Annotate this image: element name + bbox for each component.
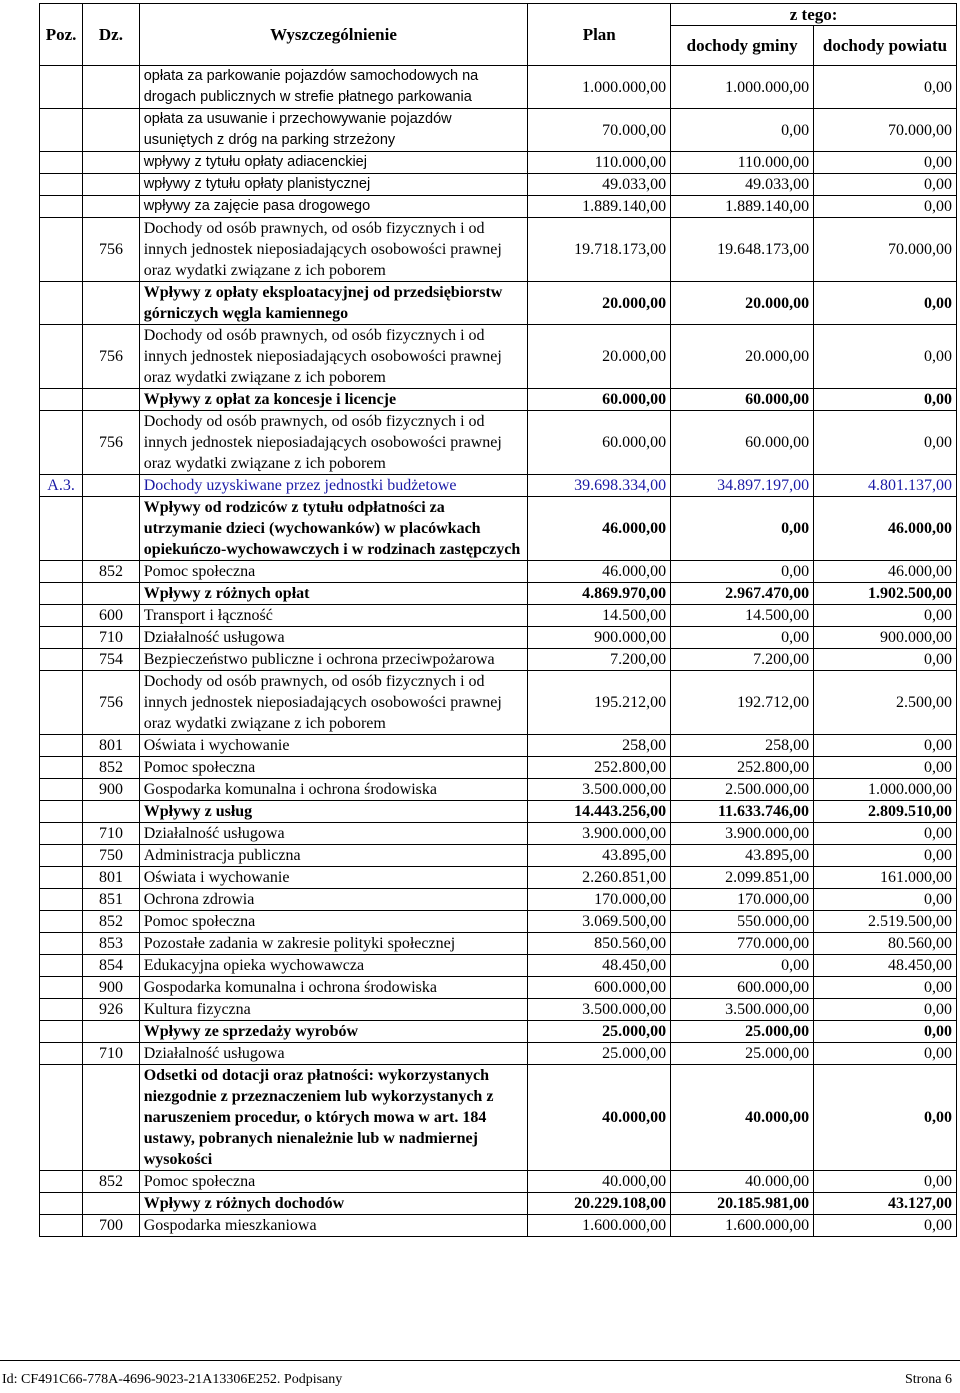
row-description: Oświata i wychowanie [139,735,528,757]
row-dochody-gminy: 60.000,00 [671,411,814,475]
row-plan: 40.000,00 [528,1171,671,1193]
row-dochody-powiatu: 80.560,00 [814,933,957,955]
header-z-tego: z tego: [671,4,957,26]
row-dochody-powiatu: 0,00 [814,66,957,109]
row-plan: 3.069.500,00 [528,911,671,933]
row-description: Wpływy ze sprzedaży wyrobów [139,1021,528,1043]
row-plan: 25.000,00 [528,1043,671,1065]
row-plan: 600.000,00 [528,977,671,999]
table-row [40,671,957,735]
row-dochody-gminy: 34.897.197,00 [671,475,814,497]
table-body [40,66,957,1237]
row-dochody-gminy: 2.967.470,00 [671,583,814,605]
row-description: Odsetki od dotacji oraz płatności: wykorzystanych niezgodnie z przeznaczeniem lub wykorzystanych z naruszeniem procedur, o których mowa w art. 184 ustawy, pobranych nienależnie lub w nadmiernej wysokości [139,1065,528,1171]
table-row [40,325,957,389]
row-description: Pomoc społeczna [139,911,528,933]
row-plan: 46.000,00 [528,561,671,583]
header-dochody-gminy: dochody gminy [671,26,814,66]
header-poz: Poz. [40,4,83,66]
row-dochody-gminy: 2.500.000,00 [671,779,814,801]
row-poz [40,389,83,411]
row-description: Pozostałe zadania w zakresie polityki społecznej [139,933,528,955]
table-row [40,583,957,605]
row-plan: 4.869.970,00 [528,583,671,605]
row-description: Wpływy z opłat za koncesje i licencje [139,389,528,411]
row-poz [40,999,83,1021]
document-id: Id: CF491C66-778A-4696-9023-21A13306E252. Podpisany [2,1372,343,1387]
row-poz [40,649,83,671]
row-dochody-gminy: 170.000,00 [671,889,814,911]
row-description: Dochody od osób prawnych, od osób fizycznych i od innych jednostek nieposiadających osobowości prawnej oraz wydatki związane z ich poborem [139,218,528,282]
row-plan: 60.000,00 [528,411,671,475]
table-row [40,649,957,671]
row-dz: 852 [83,561,140,583]
row-description: Oświata i wychowanie [139,867,528,889]
row-description: Działalność usługowa [139,1043,528,1065]
row-poz [40,497,83,561]
row-dochody-powiatu: 2.500,00 [814,671,957,735]
row-poz [40,1193,83,1215]
row-dz: 710 [83,1043,140,1065]
row-description: Wpływy z różnych dochodów [139,1193,528,1215]
row-dochody-gminy: 25.000,00 [671,1021,814,1043]
table-row [40,627,957,649]
row-plan: 850.560,00 [528,933,671,955]
row-dochody-powiatu: 0,00 [814,823,957,845]
row-description: Pomoc społeczna [139,1171,528,1193]
row-poz [40,889,83,911]
row-poz [40,1065,83,1171]
row-description: Gospodarka mieszkaniowa [139,1215,528,1237]
table-row [40,845,957,867]
row-dochody-powiatu: 70.000,00 [814,109,957,152]
row-poz [40,757,83,779]
row-plan: 14.500,00 [528,605,671,627]
row-dochody-gminy: 770.000,00 [671,933,814,955]
header-description: Wyszczególnienie [139,4,528,66]
row-dochody-powiatu: 0,00 [814,325,957,389]
row-plan: 43.895,00 [528,845,671,867]
row-dz [83,196,140,218]
page-number: Strona 6 [904,1372,952,1387]
row-poz [40,735,83,757]
row-dochody-gminy: 3.900.000,00 [671,823,814,845]
row-description: Bezpieczeństwo publiczne i ochrona przeciwpożarowa [139,649,528,671]
table-row [40,218,957,282]
row-poz [40,282,83,325]
row-dochody-gminy: 49.033,00 [671,174,814,196]
row-plan: 195.212,00 [528,671,671,735]
row-plan: 70.000,00 [528,109,671,152]
row-plan: 46.000,00 [528,497,671,561]
row-dochody-gminy: 252.800,00 [671,757,814,779]
row-poz: A.3. [40,475,83,497]
row-dochody-powiatu: 0,00 [814,757,957,779]
row-description: Pomoc społeczna [139,561,528,583]
header-dz: Dz. [83,4,140,66]
table-row [40,1215,957,1237]
row-poz [40,627,83,649]
row-description: wpływy z tytułu opłaty planistycznej [139,174,528,196]
row-dz [83,389,140,411]
row-dochody-powiatu: 48.450,00 [814,955,957,977]
row-dochody-powiatu: 0,00 [814,411,957,475]
row-dz [83,152,140,174]
row-dz: 851 [83,889,140,911]
row-dochody-powiatu: 0,00 [814,735,957,757]
row-description: Dochody od osób prawnych, od osób fizycznych i od innych jednostek nieposiadających osobowości prawnej oraz wydatki związane z ich poborem [139,411,528,475]
row-description: opłata za usuwanie i przechowywanie pojazdów usuniętych z dróg na parking strzeżony [139,109,528,152]
row-description: Wpływy z usług [139,801,528,823]
row-dochody-gminy: 2.099.851,00 [671,867,814,889]
budget-table [39,3,957,1237]
row-dochody-powiatu: 46.000,00 [814,561,957,583]
row-dochody-powiatu: 0,00 [814,889,957,911]
row-dochody-gminy: 600.000,00 [671,977,814,999]
row-description: wpływy za zajęcie pasa drogowego [139,196,528,218]
row-dochody-powiatu: 0,00 [814,196,957,218]
row-description: Dochody uzyskiwane przez jednostki budżetowe [139,475,528,497]
row-dochody-powiatu: 0,00 [814,1065,957,1171]
row-description: Gospodarka komunalna i ochrona środowiska [139,779,528,801]
row-plan: 110.000,00 [528,152,671,174]
table-row [40,1193,957,1215]
row-dochody-gminy: 43.895,00 [671,845,814,867]
row-dochody-gminy: 60.000,00 [671,389,814,411]
row-dochody-powiatu: 2.519.500,00 [814,911,957,933]
row-poz [40,561,83,583]
row-dochody-powiatu: 2.809.510,00 [814,801,957,823]
row-poz [40,1171,83,1193]
row-poz [40,823,83,845]
row-dz: 801 [83,867,140,889]
row-dochody-powiatu: 0,00 [814,605,957,627]
row-poz [40,583,83,605]
row-dz [83,174,140,196]
row-dz: 600 [83,605,140,627]
row-poz [40,66,83,109]
row-description: opłata za parkowanie pojazdów samochodowych na drogach publicznych w strefie płatnego parkowania [139,66,528,109]
row-dochody-powiatu: 4.801.137,00 [814,475,957,497]
row-plan: 3.900.000,00 [528,823,671,845]
row-dochody-gminy: 11.633.746,00 [671,801,814,823]
row-poz [40,955,83,977]
row-dz: 801 [83,735,140,757]
row-dochody-gminy: 0,00 [671,109,814,152]
row-dz: 900 [83,779,140,801]
row-plan: 14.443.256,00 [528,801,671,823]
row-plan: 20.000,00 [528,282,671,325]
row-dochody-powiatu: 0,00 [814,977,957,999]
row-dochody-gminy: 3.500.000,00 [671,999,814,1021]
row-dz: 700 [83,1215,140,1237]
row-plan: 19.718.173,00 [528,218,671,282]
row-dochody-gminy: 20.185.981,00 [671,1193,814,1215]
row-poz [40,1043,83,1065]
row-dochody-powiatu: 0,00 [814,845,957,867]
row-dochody-gminy: 40.000,00 [671,1171,814,1193]
row-dochody-powiatu: 0,00 [814,174,957,196]
table-row [40,196,957,218]
row-dz: 756 [83,325,140,389]
row-poz [40,174,83,196]
row-poz [40,325,83,389]
row-plan: 7.200,00 [528,649,671,671]
footer-divider [0,1360,960,1361]
row-dz: 756 [83,411,140,475]
row-dz: 756 [83,671,140,735]
row-description: Kultura fizyczna [139,999,528,1021]
row-plan: 40.000,00 [528,1065,671,1171]
row-description: Dochody od osób prawnych, od osób fizycznych i od innych jednostek nieposiadających osobowości prawnej oraz wydatki związane z ich poborem [139,671,528,735]
row-dochody-gminy: 192.712,00 [671,671,814,735]
row-dochody-gminy: 7.200,00 [671,649,814,671]
row-description: Transport i łączność [139,605,528,627]
row-dochody-gminy: 110.000,00 [671,152,814,174]
row-dochody-powiatu: 0,00 [814,649,957,671]
row-dz: 852 [83,911,140,933]
row-dochody-gminy: 1.889.140,00 [671,196,814,218]
table-row [40,889,957,911]
row-plan: 20.229.108,00 [528,1193,671,1215]
row-dz: 854 [83,955,140,977]
table-row [40,174,957,196]
row-dz [83,475,140,497]
row-dz [83,801,140,823]
row-plan: 1.889.140,00 [528,196,671,218]
row-poz [40,801,83,823]
row-plan: 252.800,00 [528,757,671,779]
table-row [40,152,957,174]
table-row [40,757,957,779]
row-description: Pomoc społeczna [139,757,528,779]
row-poz [40,411,83,475]
row-poz [40,109,83,152]
row-dz: 710 [83,823,140,845]
row-plan: 1.600.000,00 [528,1215,671,1237]
row-dz [83,109,140,152]
row-dochody-gminy: 550.000,00 [671,911,814,933]
table-row [40,823,957,845]
table-row [40,735,957,757]
row-poz [40,1215,83,1237]
row-dochody-gminy: 19.648.173,00 [671,218,814,282]
row-description: Działalność usługowa [139,823,528,845]
table-row [40,955,957,977]
row-poz [40,218,83,282]
table-row [40,801,957,823]
row-poz [40,1021,83,1043]
row-plan: 25.000,00 [528,1021,671,1043]
row-poz [40,977,83,999]
row-poz [40,779,83,801]
row-description: Administracja publiczna [139,845,528,867]
row-plan: 170.000,00 [528,889,671,911]
row-plan: 39.698.334,00 [528,475,671,497]
table-row [40,389,957,411]
row-description: Gospodarka komunalna i ochrona środowiska [139,977,528,999]
row-plan: 60.000,00 [528,389,671,411]
row-dochody-powiatu: 0,00 [814,1043,957,1065]
row-plan: 2.260.851,00 [528,867,671,889]
header-plan: Plan [528,4,671,66]
row-dz [83,1021,140,1043]
row-description: wpływy z tytułu opłaty adiacenckiej [139,152,528,174]
row-dochody-powiatu: 0,00 [814,1215,957,1237]
row-description: Wpływy od rodziców z tytułu odpłatności za utrzymanie dzieci (wychowanków) w placówkach opiekuńczo-wychowawczych i w rodzinach zastępczych [139,497,528,561]
row-dochody-powiatu: 43.127,00 [814,1193,957,1215]
row-dochody-powiatu: 0,00 [814,1021,957,1043]
row-dz [83,66,140,109]
table-row [40,497,957,561]
table-row [40,1043,957,1065]
row-dochody-powiatu: 900.000,00 [814,627,957,649]
table-row [40,999,957,1021]
row-description: Wpływy z opłaty eksploatacyjnej od przedsiębiorstw górniczych węgla kamiennego [139,282,528,325]
row-dochody-gminy: 0,00 [671,497,814,561]
row-poz [40,196,83,218]
row-description: Działalność usługowa [139,627,528,649]
row-dz [83,583,140,605]
row-dz [83,1193,140,1215]
row-description: Dochody od osób prawnych, od osób fizycznych i od innych jednostek nieposiadających osobowości prawnej oraz wydatki związane z ich poborem [139,325,528,389]
row-dochody-powiatu: 70.000,00 [814,218,957,282]
row-dochody-gminy: 1.600.000,00 [671,1215,814,1237]
table-row [40,911,957,933]
row-description: Ochrona zdrowia [139,889,528,911]
row-poz [40,845,83,867]
table-row [40,475,957,497]
row-dz: 756 [83,218,140,282]
row-dochody-powiatu: 0,00 [814,389,957,411]
row-poz [40,933,83,955]
row-description: Wpływy z różnych opłat [139,583,528,605]
table-row [40,605,957,627]
row-dz [83,1065,140,1171]
row-dochody-gminy: 25.000,00 [671,1043,814,1065]
row-dochody-gminy: 0,00 [671,627,814,649]
row-dz: 750 [83,845,140,867]
row-poz [40,867,83,889]
row-plan: 3.500.000,00 [528,999,671,1021]
row-dochody-powiatu: 0,00 [814,999,957,1021]
row-plan: 900.000,00 [528,627,671,649]
row-dochody-gminy: 14.500,00 [671,605,814,627]
row-dochody-powiatu: 1.902.500,00 [814,583,957,605]
row-dochody-powiatu: 161.000,00 [814,867,957,889]
table-row [40,1065,957,1171]
row-description: Edukacyjna opieka wychowawcza [139,955,528,977]
row-plan: 48.450,00 [528,955,671,977]
row-plan: 3.500.000,00 [528,779,671,801]
row-dochody-gminy: 0,00 [671,955,814,977]
table-row [40,1171,957,1193]
row-poz [40,152,83,174]
table-row [40,282,957,325]
row-plan: 20.000,00 [528,325,671,389]
table-header [40,4,957,66]
row-dochody-gminy: 0,00 [671,561,814,583]
row-dz: 853 [83,933,140,955]
row-dochody-powiatu: 0,00 [814,282,957,325]
row-dz: 926 [83,999,140,1021]
table-row [40,977,957,999]
row-dz: 754 [83,649,140,671]
table-row [40,66,957,109]
row-dz: 710 [83,627,140,649]
row-poz [40,605,83,627]
row-dochody-powiatu: 46.000,00 [814,497,957,561]
row-dochody-powiatu: 0,00 [814,152,957,174]
row-dochody-gminy: 1.000.000,00 [671,66,814,109]
row-dz: 900 [83,977,140,999]
row-dz [83,282,140,325]
row-poz [40,911,83,933]
table-row [40,561,957,583]
header-dochody-powiatu: dochody powiatu [814,26,957,66]
table-row [40,933,957,955]
row-plan: 49.033,00 [528,174,671,196]
table-row [40,109,957,152]
table-row [40,779,957,801]
table-row [40,411,957,475]
row-dz: 852 [83,757,140,779]
row-poz [40,671,83,735]
row-dochody-gminy: 40.000,00 [671,1065,814,1171]
row-dochody-gminy: 20.000,00 [671,325,814,389]
row-dz [83,497,140,561]
table-row [40,1021,957,1043]
row-dochody-gminy: 20.000,00 [671,282,814,325]
row-dochody-gminy: 258,00 [671,735,814,757]
table-row [40,867,957,889]
row-dz: 852 [83,1171,140,1193]
row-dochody-powiatu: 0,00 [814,1171,957,1193]
row-plan: 258,00 [528,735,671,757]
row-dochody-powiatu: 1.000.000,00 [814,779,957,801]
row-plan: 1.000.000,00 [528,66,671,109]
